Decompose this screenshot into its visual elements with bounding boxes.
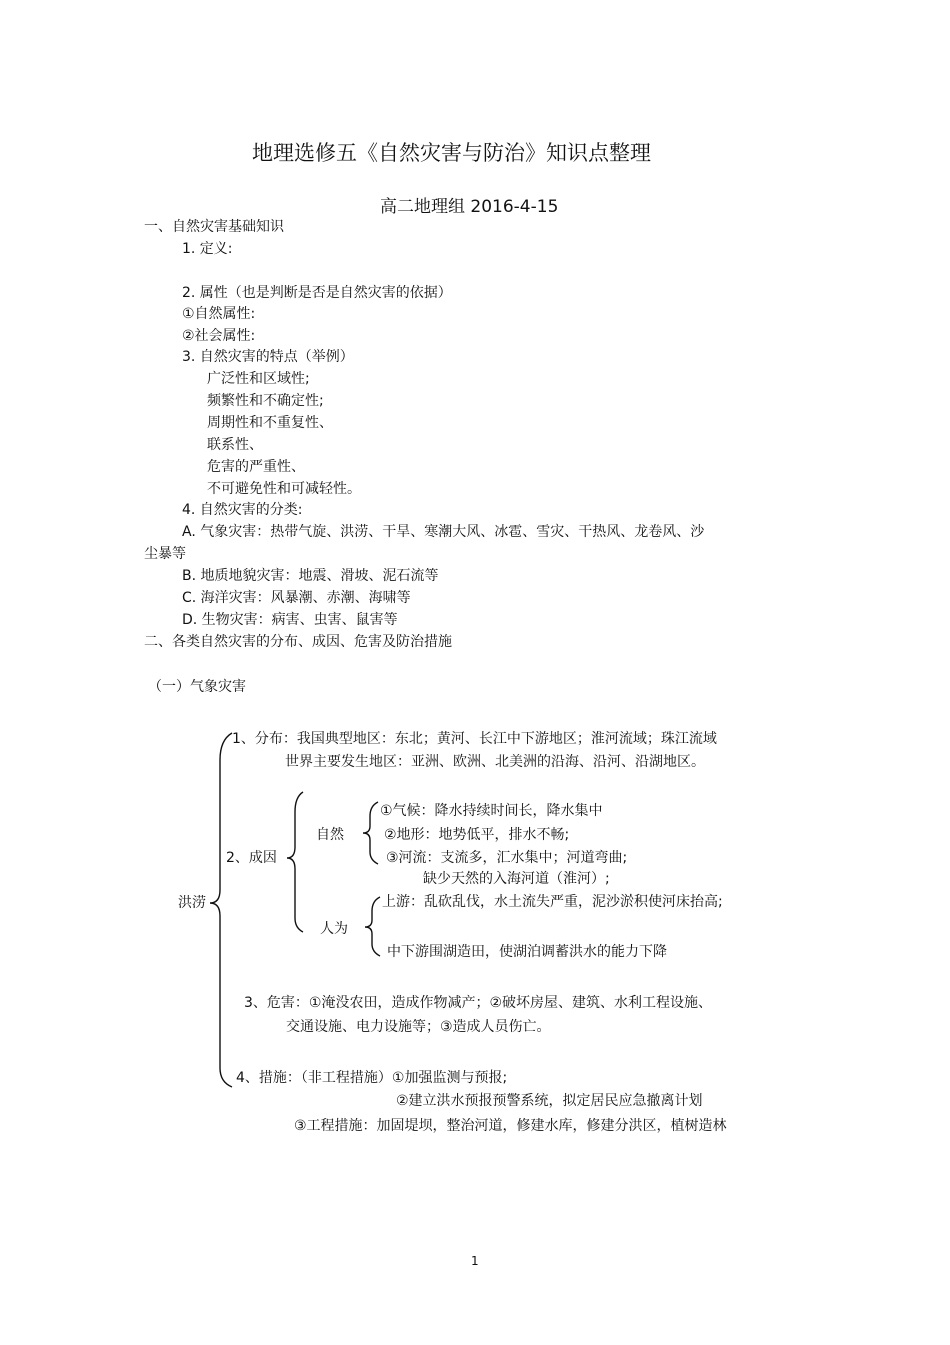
class-d-line: D. 生物灾害：病害、虫害、鼠害等 bbox=[182, 612, 398, 628]
class-a-continuation: 尘暴等 bbox=[144, 546, 186, 562]
section2-subheading: （一）气象灾害 bbox=[148, 679, 246, 695]
distribution-line: 1、分布：我国典型地区：东北；黄河、长江中下游地区；淮河流域；珠江流域 bbox=[232, 731, 717, 747]
attributes-line: 2. 属性（也是判断是否是自然灾害的依据） bbox=[182, 285, 452, 301]
cause-brace bbox=[287, 792, 303, 932]
distribution-world-line: 世界主要发生地区：亚洲、欧洲、北美洲的沿海、沿河、沿湖地区。 bbox=[285, 754, 705, 770]
class-b-line: B. 地质地貌灾害：地震、滑坡、泥石流等 bbox=[182, 568, 439, 584]
natural-brace bbox=[363, 802, 378, 864]
natural-cause-river-continued: 缺少天然的入海河道（淮河）; bbox=[423, 871, 610, 887]
document-subtitle: 高二地理组 2016-4-15 bbox=[380, 197, 559, 217]
feature-item: 危害的严重性、 bbox=[207, 459, 305, 475]
document-title: 地理选修五《自然灾害与防治》知识点整理 bbox=[252, 141, 651, 165]
class-a-line: A. 气象灾害：热带气旋、洪涝、干旱、寒潮大风、冰雹、雪灾、干热风、龙卷风、沙 bbox=[182, 524, 705, 540]
flood-main-brace bbox=[210, 733, 232, 1087]
measure-line-warning: ②建立洪水预报预警系统，拟定居民应急撤离计划 bbox=[396, 1093, 703, 1109]
harm-line: 3、危害：①淹没农田，造成作物减产；②破坏房屋、建筑、水利工程设施、 bbox=[244, 995, 713, 1011]
feature-item: 不可避免性和可减轻性。 bbox=[207, 481, 361, 497]
natural-cause-climate: ①气候：降水持续时间长，降水集中 bbox=[380, 803, 603, 819]
human-label: 人为 bbox=[320, 921, 348, 937]
measure-line: 4、措施：（非工程措施）①加强监测与预报; bbox=[236, 1070, 508, 1086]
natural-cause-terrain: ②地形：地势低平，排水不畅; bbox=[384, 827, 570, 843]
harm-line-continued: 交通设施、电力设施等；③造成人员伤亡。 bbox=[286, 1019, 551, 1035]
definition-line: 1. 定义: bbox=[182, 241, 233, 257]
page-number: 1 bbox=[471, 1254, 479, 1268]
feature-item: 频繁性和不确定性; bbox=[207, 393, 324, 409]
classification-heading: 4. 自然灾害的分类: bbox=[182, 502, 303, 518]
class-c-line: C. 海洋灾害：风暴潮、赤潮、海啸等 bbox=[182, 590, 411, 606]
social-attribute-line: ②社会属性: bbox=[182, 328, 256, 344]
human-brace bbox=[365, 897, 380, 956]
features-heading: 3. 自然灾害的特点（举例） bbox=[182, 349, 354, 365]
feature-item: 广泛性和区域性; bbox=[207, 371, 310, 387]
human-cause-downstream: 中下游围湖造田，使湖泊调蓄洪水的能力下降 bbox=[387, 944, 667, 960]
feature-item: 联系性、 bbox=[207, 437, 263, 453]
flood-label: 洪涝 bbox=[178, 895, 206, 911]
human-cause-upstream: 上游：乱砍乱伐，水土流失严重，泥沙淤积使河床抬高; bbox=[382, 894, 723, 910]
measure-line-engineering: ③工程措施：加固堤坝，整治河道，修建水库，修建分洪区，植树造林 bbox=[294, 1118, 727, 1134]
section2-heading: 二、各类自然灾害的分布、成因、危害及防治措施 bbox=[144, 634, 452, 650]
section1-heading: 一、自然灾害基础知识 bbox=[144, 219, 284, 235]
cause-label: 2、成因 bbox=[226, 850, 277, 866]
feature-item: 周期性和不重复性、 bbox=[207, 415, 333, 431]
natural-cause-river: ③河流：支流多，汇水集中；河道弯曲; bbox=[386, 850, 628, 866]
natural-attribute-line: ①自然属性: bbox=[182, 306, 256, 322]
natural-label: 自然 bbox=[316, 827, 344, 843]
